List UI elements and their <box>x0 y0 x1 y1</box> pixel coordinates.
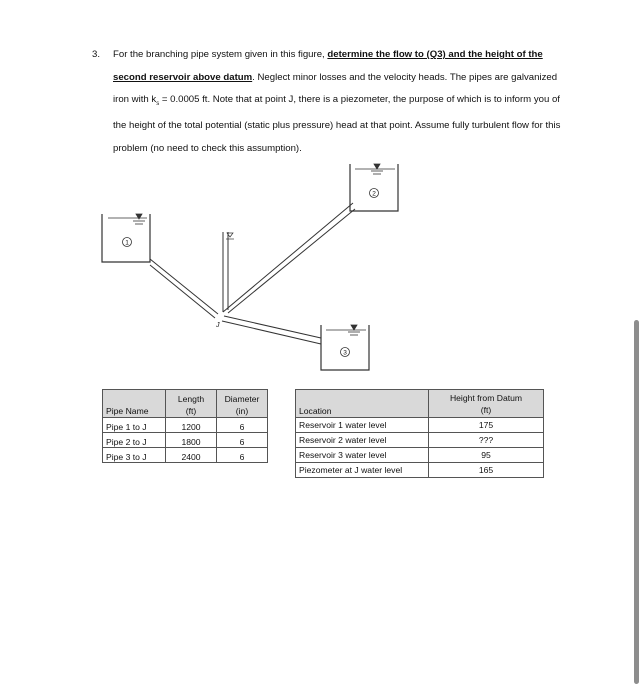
table-row <box>103 433 268 448</box>
table-row <box>296 418 544 433</box>
length-cell: 1200 <box>166 418 217 433</box>
length-cell: 1800 <box>166 433 217 448</box>
pipe-2-to-j <box>223 203 355 313</box>
location-cell: Piezometer at J water level <box>296 463 429 478</box>
piezometer-level-marker <box>226 233 234 239</box>
height-cell: ??? <box>429 433 544 448</box>
pipe-table <box>102 389 268 463</box>
height-cell: 95 <box>429 448 544 463</box>
location-cell: Reservoir 2 water level <box>296 433 429 448</box>
location-table <box>295 389 544 478</box>
piezometer-tube <box>223 232 228 312</box>
reservoir-1-label: 1 <box>125 239 129 247</box>
water-level-marker-1 <box>133 214 145 224</box>
location-cell: Reservoir 1 water level <box>296 418 429 433</box>
location-table-header <box>296 390 544 418</box>
reservoir-2-label: 2 <box>372 190 376 198</box>
diameter-cell: 6 <box>217 448 268 463</box>
height-cell: 175 <box>429 418 544 433</box>
diameter-cell: 6 <box>217 418 268 433</box>
reservoir-3-label: 3 <box>343 349 347 357</box>
problem-task: determine the flow to (Q3) and the height of the second reservoir above datum <box>113 49 543 83</box>
header-height: Height from Datum (ft) <box>429 390 544 418</box>
header-location: Location <box>296 390 429 418</box>
table-row <box>103 418 268 433</box>
table-row <box>296 463 544 478</box>
pipe-table-header <box>103 390 268 418</box>
header-length: Length (ft) <box>166 390 217 418</box>
pipe-3-to-j <box>222 316 321 344</box>
problem-intro: For the branching pipe system given in this figure, <box>113 49 325 60</box>
ks-subscript: s <box>156 100 160 107</box>
header-diameter: Diameter (in) <box>217 390 268 418</box>
location-cell: Reservoir 3 water level <box>296 448 429 463</box>
vertical-scrollbar[interactable] <box>634 320 639 684</box>
problem-after: = 0.0005 ft. Note that at point J, there is a piezometer, the purpose of which is to inform you of the height of the total potential (static plus pressure) head at that point. Assume fully turbulent flow for this problem (no need to check this assumption). <box>113 94 561 154</box>
table-row <box>103 448 268 463</box>
table-row <box>296 433 544 448</box>
table-row <box>296 448 544 463</box>
height-cell: 165 <box>429 463 544 478</box>
question-number: 3. <box>92 49 101 60</box>
pipe-name-cell: Pipe 1 to J <box>103 418 166 433</box>
problem-rest: . Neglect minor losses and the velocity heads. The pipes are galvanized iron with k <box>113 71 558 105</box>
pipe-1-to-j <box>150 259 218 318</box>
header-pipe-name: Pipe Name <box>103 390 166 418</box>
length-cell: 2400 <box>166 448 217 463</box>
diameter-cell: 6 <box>217 433 268 448</box>
pipe-name-cell: Pipe 3 to J <box>103 448 166 463</box>
junction-label: J <box>216 322 220 329</box>
pipe-name-cell: Pipe 2 to J <box>103 433 166 448</box>
